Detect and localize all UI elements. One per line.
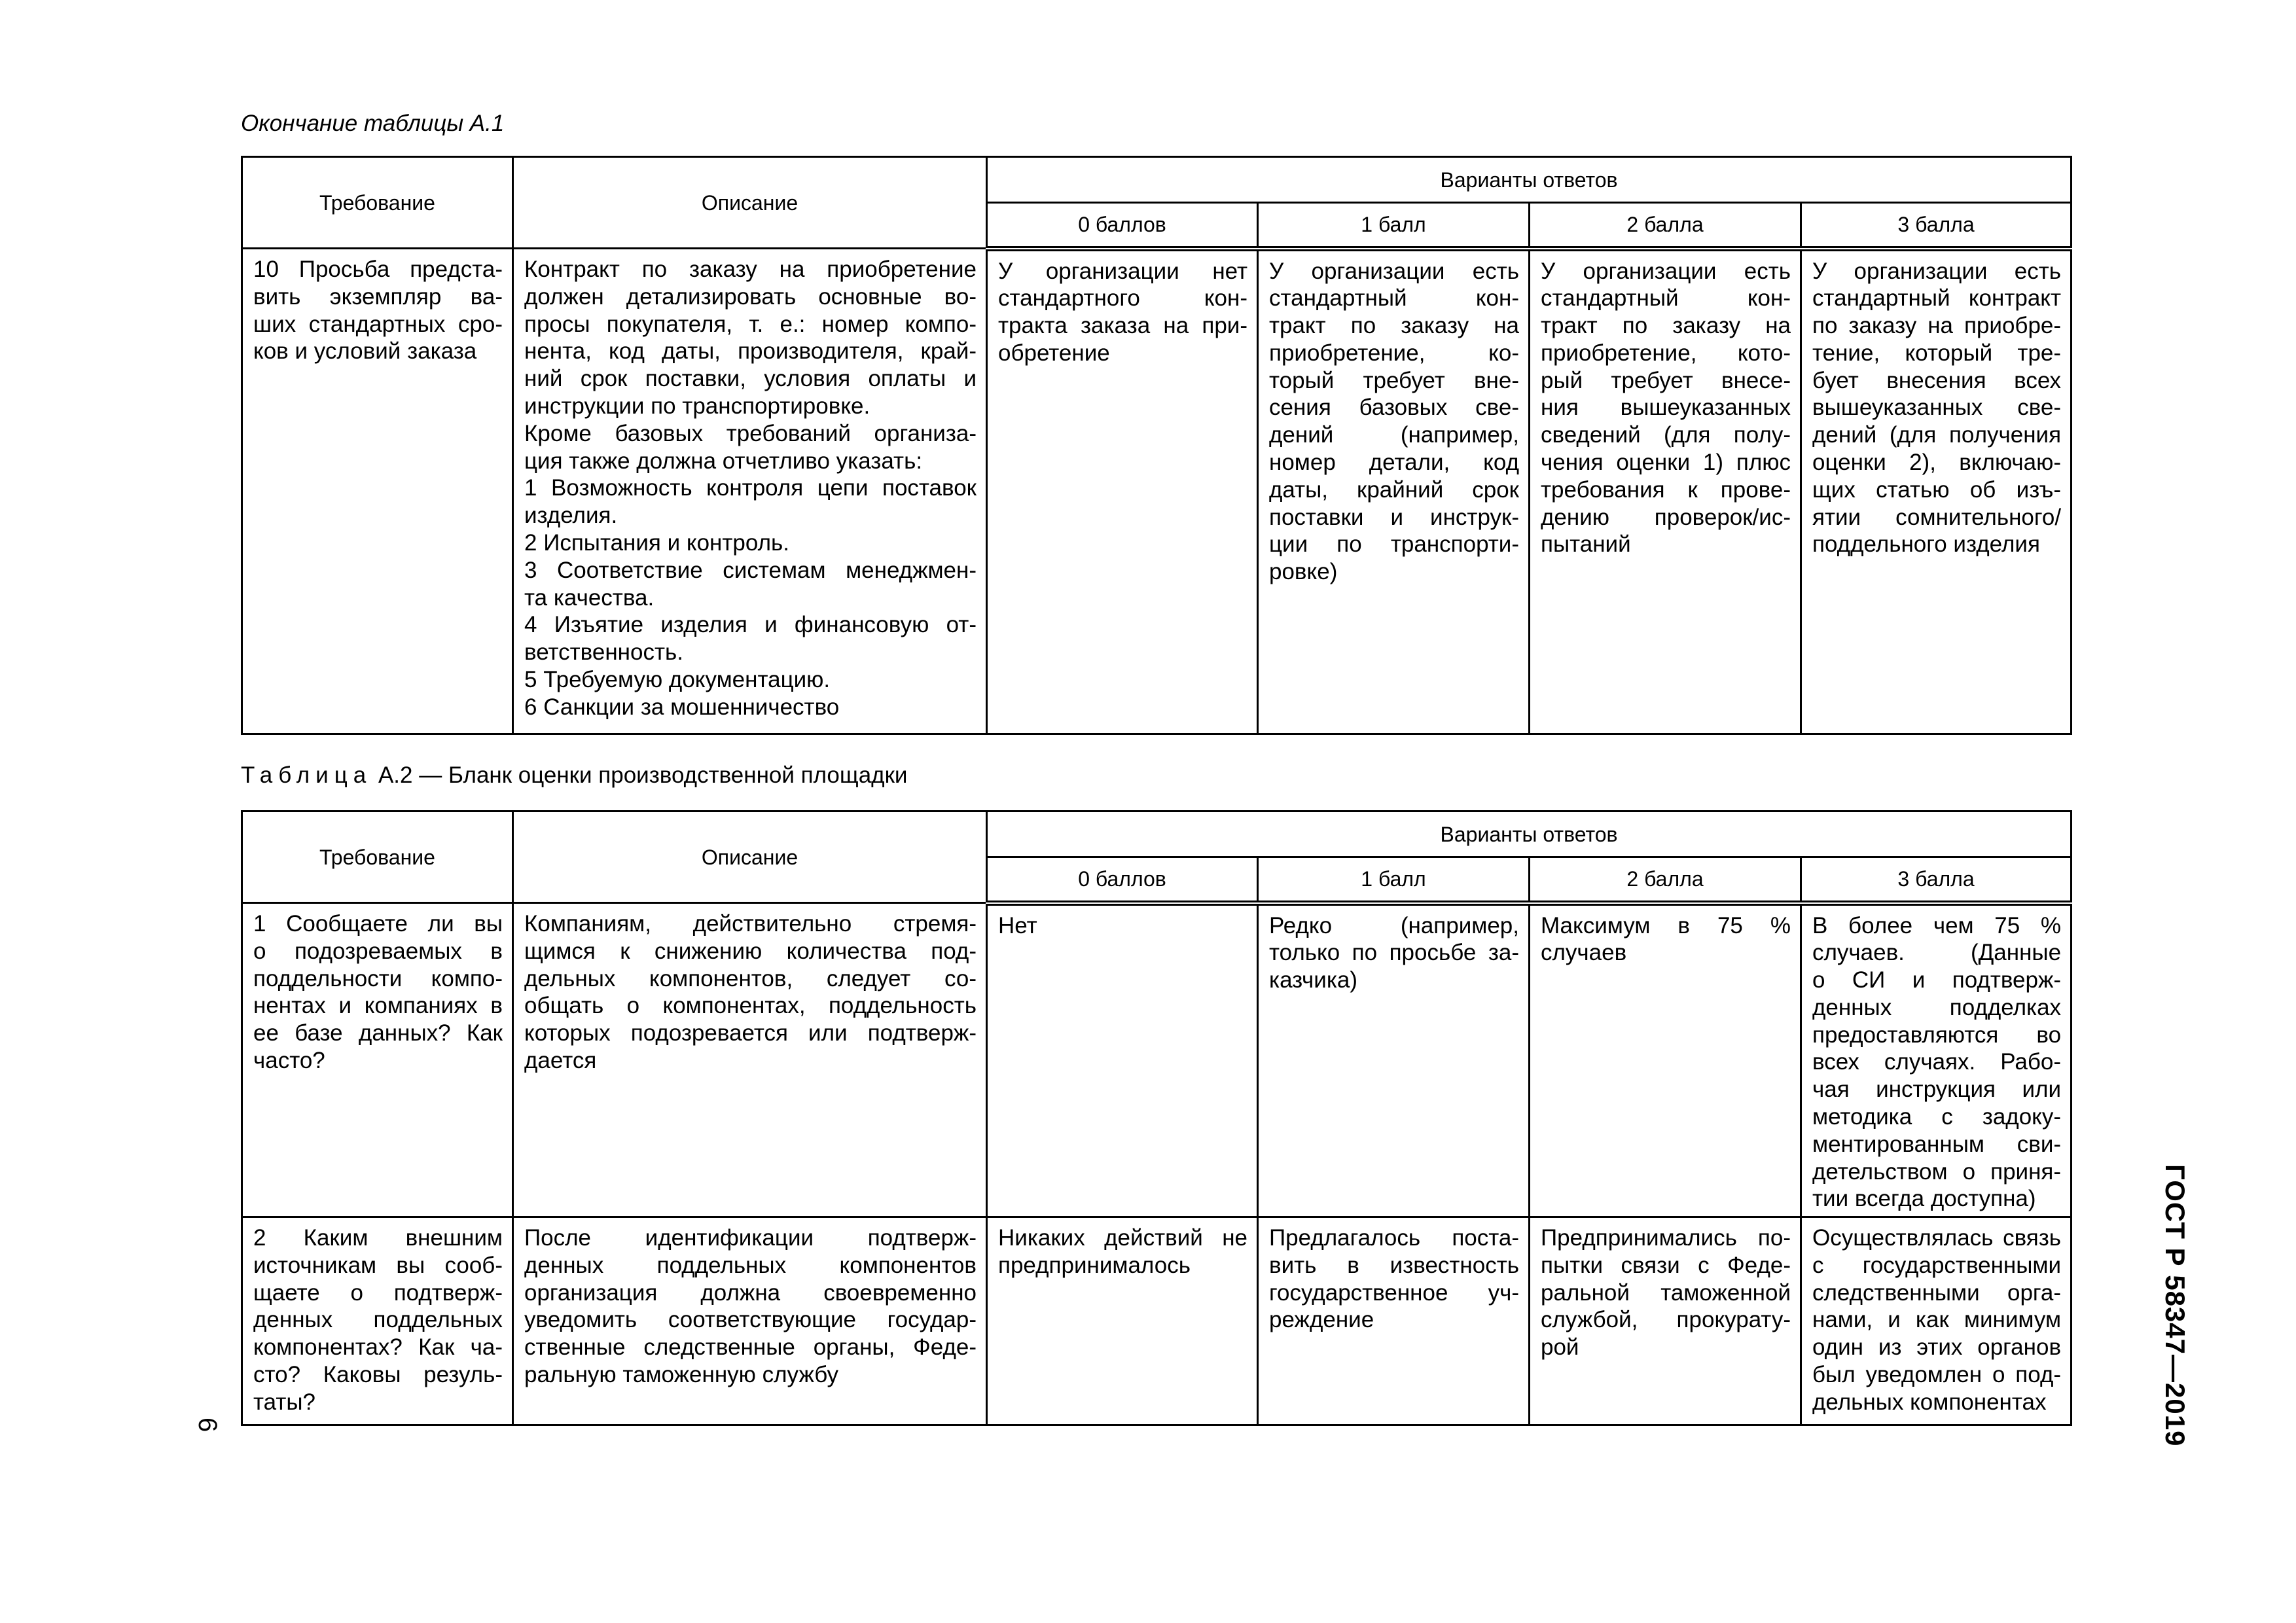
score-0-cell	[987, 903, 1258, 1217]
cell-line: 1 Сообщаете ли вы	[253, 911, 503, 936]
cell-line: ния вышеуказанных	[1541, 395, 1791, 421]
table-a2	[241, 810, 2072, 1426]
cell-line: 2 Каким внешним	[253, 1225, 503, 1251]
cell-line: даты, крайний срок	[1269, 476, 1519, 503]
header-score-1: 1 балл	[1258, 203, 1530, 249]
score-1-cell	[1258, 249, 1530, 734]
cell-line: тение, который тре-	[1812, 340, 2062, 366]
cell-line: организация должна своевременно	[524, 1279, 977, 1306]
cell-line: 2 Испытания и контроль.	[524, 529, 789, 556]
cell-line: должен детализировать основные во-	[524, 283, 977, 310]
cell-line: нентах и компаниях в	[253, 993, 503, 1019]
cell-line: У организации есть	[1812, 258, 2062, 284]
cell-line: Нет	[998, 912, 1037, 938]
cell-line: общать о компонентах, поддельность	[524, 993, 977, 1019]
header-description: Описание	[513, 157, 987, 249]
cell-line: рый требует внесе-	[1541, 367, 1791, 393]
cell-line: сведений (для полу-	[1541, 422, 1791, 448]
cell-line: ральную таможенную службу	[524, 1361, 839, 1387]
cell-line: часто?	[253, 1047, 325, 1073]
cell-line: Осуществлялась связь	[1812, 1225, 2062, 1251]
header-score-3: 3 балла	[1801, 857, 2072, 903]
cell-line: ний срок поставки, условия оплаты и	[524, 366, 977, 392]
cell-line: был уведомлен о под-	[1812, 1361, 2062, 1387]
cell-line: В более чем 75 %	[1812, 912, 2062, 938]
header-score-0: 0 баллов	[987, 857, 1258, 903]
table-a1	[241, 156, 2072, 735]
cell-line: сто? Каковы резуль-	[253, 1361, 503, 1387]
cell-line: таты?	[253, 1389, 315, 1415]
requirement-cell	[242, 903, 513, 1217]
cell-line: чения оценки 1) плюс	[1541, 450, 1791, 476]
cell-line: ментированным сви-	[1812, 1131, 2062, 1157]
cell-line: денных поддельных компонентов	[524, 1252, 977, 1278]
cell-line: Предлагалось поста-	[1269, 1225, 1519, 1251]
score-3-cell	[1801, 1217, 2072, 1425]
header-variants: Варианты ответов	[987, 812, 2072, 857]
cell-line: чая инструкция или	[1812, 1077, 2062, 1103]
score-3-cell	[1801, 249, 2072, 734]
cell-line: торый требует вне-	[1269, 367, 1519, 393]
cell-line: ровке)	[1269, 559, 1338, 585]
cell-line: Контракт по заказу на приобретение	[524, 257, 977, 282]
cell-line: бует внесения всех	[1812, 367, 2062, 393]
cell-line: дений (например,	[1269, 422, 1519, 448]
cell-line: которых подозревается или подтверж-	[524, 1020, 977, 1046]
cell-line: требования к прове-	[1541, 476, 1791, 503]
cell-line: Редко (например,	[1269, 912, 1519, 938]
cell-line: дельных компонентах	[1812, 1389, 2047, 1415]
cell-line: Никаких действий не	[998, 1225, 1247, 1251]
header-score-2: 2 балла	[1530, 203, 1801, 249]
cell-line: денных поддельных	[253, 1307, 503, 1333]
cell-line: один из этих органов	[1812, 1334, 2062, 1361]
page-number: 6	[193, 1418, 222, 1433]
table-a2-title: А.2 — Бланк оценки производственной площадки	[372, 762, 908, 788]
cell-line: щаете о подтверж-	[253, 1279, 503, 1306]
cell-line: После идентификации подтверж-	[524, 1225, 977, 1251]
cell-line: поддельности компо-	[253, 965, 503, 991]
cell-line: 3 Соответствие системам менеджмен-	[524, 557, 977, 583]
cell-line: тракт по заказу на	[1269, 313, 1519, 339]
cell-line: случаев. (Данные	[1812, 940, 2062, 966]
cell-line: пытаний	[1541, 531, 1631, 558]
cell-line: всех случаях. Рабо-	[1812, 1049, 2062, 1075]
cell-line: Предпринимались по-	[1541, 1225, 1791, 1251]
cell-line: 4 Изъятие изделия и финансовую от-	[524, 612, 977, 638]
cell-line: предоставляются во	[1812, 1022, 2062, 1048]
cell-line: поставки и инструк-	[1269, 504, 1519, 530]
header-requirement: Требование	[242, 157, 513, 249]
cell-line: сения базовых све-	[1269, 395, 1519, 421]
cell-line: дельных компонентов, следует со-	[524, 965, 977, 991]
cell-line: тии всегда доступна)	[1812, 1186, 2036, 1212]
document-code: ГОСТ Р 58347—2019	[2160, 1164, 2191, 1447]
requirement-cell	[242, 1217, 513, 1425]
cell-line: ральной таможенной	[1541, 1279, 1791, 1306]
score-2-cell	[1530, 249, 1801, 734]
cell-line: дению проверок/ис-	[1541, 504, 1791, 530]
cell-line: Кроме базовых требований организа-	[524, 420, 977, 446]
header-score-3: 3 балла	[1801, 203, 2072, 249]
cell-line: Компаниям, действительно стремя-	[524, 911, 977, 936]
cell-line: нами, и как минимум	[1812, 1307, 2062, 1333]
cell-line: случаев	[1541, 940, 1627, 966]
header-score-0: 0 баллов	[987, 203, 1258, 249]
header-requirement: Требование	[242, 812, 513, 903]
cell-line: пытки связи с Феде-	[1541, 1252, 1791, 1278]
cell-line: казчика)	[1269, 967, 1358, 993]
cell-line: 1 Возможность контроля цепи поставок	[524, 475, 977, 501]
score-2-cell	[1530, 1217, 1801, 1425]
cell-line: вить в известность	[1269, 1252, 1519, 1278]
table-a1-continuation-caption: Окончание таблицы А.1	[241, 111, 505, 136]
cell-line: нента, код даты, производителя, край-	[524, 338, 977, 365]
cell-line: номер детали, код	[1269, 450, 1519, 476]
cell-line: ственные следственные органы, Феде-	[524, 1334, 977, 1361]
header-variants: Варианты ответов	[987, 157, 2072, 203]
cell-line: У организации есть	[1269, 258, 1519, 284]
cell-line: о СИ и подтверж-	[1812, 967, 2062, 993]
cell-line: приобретение, кото-	[1541, 340, 1791, 366]
cell-line: тракт по заказу на	[1541, 313, 1791, 339]
score-0-cell	[987, 249, 1258, 734]
cell-line: щих статью об изъ-	[1812, 476, 2062, 503]
cell-line: с государственными	[1812, 1252, 2062, 1278]
score-3-cell	[1801, 903, 2072, 1217]
cell-line: реждение	[1269, 1307, 1374, 1333]
cell-line: изделия.	[524, 503, 618, 529]
cell-line: дений (для получения	[1812, 422, 2062, 448]
cell-line: вышеуказанных све-	[1812, 395, 2062, 421]
cell-line: о подозреваемых в	[253, 938, 503, 964]
cell-line: стандартный контракт	[1812, 285, 2062, 312]
cell-line: компонентах? Как ча-	[253, 1334, 503, 1361]
header-score-2: 2 балла	[1530, 857, 1801, 903]
cell-line: уведомить соответствующие государ-	[524, 1307, 977, 1333]
cell-line: ятии сомнительного/	[1812, 504, 2062, 530]
table-row	[242, 903, 2072, 1217]
cell-line: У организации нет	[998, 258, 1247, 284]
cell-line: обретение	[998, 340, 1110, 366]
score-1-cell	[1258, 903, 1530, 1217]
cell-line: ее базе данных? Как	[253, 1020, 503, 1046]
cell-line: У организации есть	[1541, 258, 1791, 284]
cell-line: ция также должна отчетливо указать:	[524, 448, 923, 474]
score-0-cell	[987, 1217, 1258, 1425]
cell-line: службой, прокурату-	[1541, 1307, 1791, 1333]
cell-line: 6 Санкции за мошенничество	[524, 694, 840, 720]
cell-line: денных подделках	[1812, 994, 2062, 1020]
header-description: Описание	[513, 812, 987, 903]
cell-line: просы покупателя, т. е.: номер компо-	[524, 311, 977, 337]
cell-line: следственными орга-	[1812, 1279, 2062, 1306]
table-row	[242, 1217, 2072, 1425]
cell-line: дается	[524, 1047, 597, 1073]
cell-line: государственное уч-	[1269, 1279, 1519, 1306]
cell-line: предпринималось	[998, 1252, 1191, 1278]
header-score-1: 1 балл	[1258, 857, 1530, 903]
table-row	[242, 249, 2072, 734]
cell-line: только по просьбе за-	[1269, 940, 1519, 966]
cell-line: источникам вы сооб-	[253, 1252, 503, 1278]
requirement-cell	[242, 249, 513, 734]
cell-line: приобретение, ко-	[1269, 340, 1519, 366]
cell-line: поддельного изделия	[1812, 531, 2040, 558]
cell-line: ции по транспорти-	[1269, 531, 1519, 558]
description-cell	[513, 249, 987, 734]
cell-line: вить экземпляр ва-	[253, 283, 503, 310]
cell-line: ветственность.	[524, 639, 683, 666]
cell-line: тракта заказа на при-	[998, 313, 1247, 339]
cell-line: стандартный кон-	[1541, 285, 1791, 312]
table-a2-label: Таблица	[241, 762, 372, 788]
cell-line: по заказу на приобре-	[1812, 313, 2062, 339]
cell-line: стандартного кон-	[998, 285, 1247, 312]
cell-line: методика с задоку-	[1812, 1104, 2062, 1130]
score-1-cell	[1258, 1217, 1530, 1425]
table-a2-caption	[241, 762, 907, 789]
cell-line: Максимум в 75 %	[1541, 912, 1791, 938]
cell-line: щимся к снижению количества под-	[524, 938, 977, 964]
score-2-cell	[1530, 903, 1801, 1217]
description-cell	[513, 1217, 987, 1425]
description-cell	[513, 903, 987, 1217]
cell-line: детельством о приня-	[1812, 1158, 2062, 1185]
cell-line: 10 Просьба предста-	[253, 257, 503, 282]
cell-line: оценки 2), включаю-	[1812, 450, 2062, 476]
cell-line: ков и условий заказа	[253, 338, 477, 365]
cell-line: стандартный кон-	[1269, 285, 1519, 312]
cell-line: та качества.	[524, 584, 655, 611]
cell-line: 5 Требуемую документацию.	[524, 666, 831, 692]
cell-line: рой	[1541, 1334, 1579, 1361]
cell-line: инструкции по транспортировке.	[524, 393, 870, 419]
cell-line: ших стандартных сро-	[253, 311, 503, 337]
